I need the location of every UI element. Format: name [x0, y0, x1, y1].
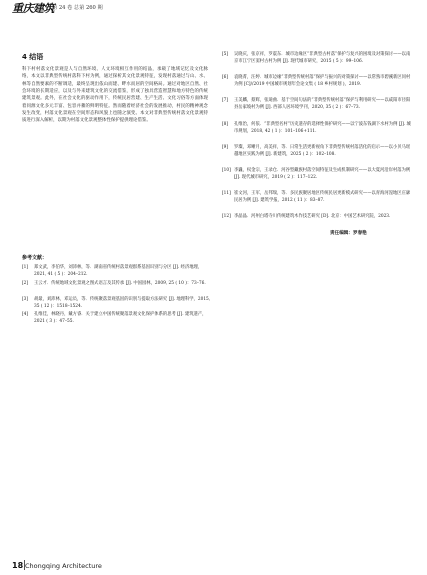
reference-number: [7]	[222, 98, 229, 103]
reference-text: 罗璨，邓晰月，高美祥，等．日常生活更新视角下非典型传统村落活化的启示——以小贝马瑶越地区实践为例 [J]. 新建筑，2025 ( 2 )：102–108.	[234, 145, 411, 158]
reference-text: 袁晓菁，汪婷．城市边缘“非典型传统村落”保护与振兴的对策探讨——以常熟市碧溪新区同村为例 [C]//2019 中国城市规划年会论文集 ( 18 乡村规划 )，2019.	[234, 75, 411, 88]
reference-text: 李晶晶．河州白塔寺川传统建筑木作技艺研究 [D]. 北京：中国艺术研究院，2023.	[234, 214, 391, 219]
reference-text: 李巍，权金宗，王录仓．河谷型藏族村落空间特征及生成机制研究——以大夏河沿岸村落为例 [J]. 现代城市研究，2019 ( 2 )：117–122.	[234, 168, 411, 181]
reference-number: [3]	[22, 297, 29, 302]
reference-number: [1]	[22, 265, 29, 270]
reference-text: 王云才．传统地域文化景观之图式语言及其传承 [J]. 中国园林，2009, 25 ( 10 )：73–76.	[34, 281, 206, 286]
reference-text: 崔文河，王军，岳邦瑞，等．多民族聚居地区传统民居更新模式研究——以青海河湟地区庄廓民居为例 [J]. 建筑学报，2012 ( 11 )：83–87.	[234, 191, 411, 204]
references-title: 参考文献：	[22, 255, 48, 261]
conclusion-paragraph: 科下村村落文化景观是人与自然环境、人文环境相互作用的结晶，承载了地域记忆及文化脉络，本文以非典型传统村落科下村为例，通过探析其文化景观特征，发现村落通过与山、水、林等自然要素的不断调适，最终呈现出依山而建、畔水而居的空间格局。通过对地区自然、社会环境的长期适应，以及与外来建筑文化的交流借鉴，形成了独具营造智慧和地方特色的传统建筑景观。此外，在社会文化的驱动作用下，传统民居营建、生产生活、文化习俗等方面体现着同源文化多元丰富、包容并蓄的鲜明特征。然而随着经济社会的发展推动，村民的精神观念发生改变，村落文化景观在空间形态和风貌上也随之演变。本文对非典型传统村落文化景观特质进行深入解析，以期为村落文化景观整体性保护提供理论借鉴。	[22, 67, 208, 124]
reference-number: [10]	[222, 168, 231, 173]
reference-number: [2]	[22, 281, 29, 286]
reference-number: [9]	[222, 145, 229, 150]
reference-number: [6]	[222, 75, 229, 80]
page-number: 18	[12, 561, 24, 570]
reference-text: 郑文武，李伯华，刘沛林，等．湖南省传统村落景观群系基因识别与分区 [J]. 经济地理，2021, 41 ( 5 )：204–212.	[34, 265, 203, 278]
journal-name: Chongqing Architecture	[25, 562, 102, 570]
issue-info: 第 24 卷 总第 260 期	[52, 5, 103, 11]
reference-number: [11]	[222, 191, 231, 196]
reference-number: [4]	[22, 312, 29, 317]
reference-text: 吴晓庆，张京祥，罗震东．城市边缘区“非典型古村落”保护与复兴的困境及对策探讨——以南京市江宁区窦村古村为例 [J]. 现代城市研究，2015 ( 5 )：99–106.	[234, 52, 411, 65]
reference-text: 王美麟，蔡辉，张迪曲．基于空间句法的“非典型传统村落”保护与利用研究——以咸阳市径阳县岳家坡村为例 [J]. 西部人居环境学刊，2020, 35 ( 2 )：67–73.	[234, 98, 411, 111]
section-title: 4 结语	[22, 53, 44, 61]
reference-text: 孔维治，何依．“非典型名村”历史遗存的选择性保护研究——以宁波东钱湖下水村为例 [J]. 城市规划，2018, 42 ( 1 )：101–106+111.	[234, 122, 411, 135]
reference-number: [5]	[222, 52, 229, 57]
journal-logo: 重庆建筑	[12, 2, 54, 15]
page-header	[0, 0, 427, 14]
responsible-editor: 责任编辑：罗春艳	[330, 231, 367, 236]
reference-text: 孔维佳，林晓丹，戴方睿．关于建立中国传统聚落景观文化保护体系的思考 [J]. 建筑遗产，2021 ( 3 )：47–55.	[34, 312, 207, 325]
reference-text: 胡最，刘沛林，邓运员，等．传统聚落景观基因的识别与提取方法研究 [J]. 地理科学，2015, 35 ( 12 )：1518–1524.	[34, 297, 211, 310]
reference-number: [12]	[222, 214, 231, 219]
reference-number: [8]	[222, 122, 229, 127]
